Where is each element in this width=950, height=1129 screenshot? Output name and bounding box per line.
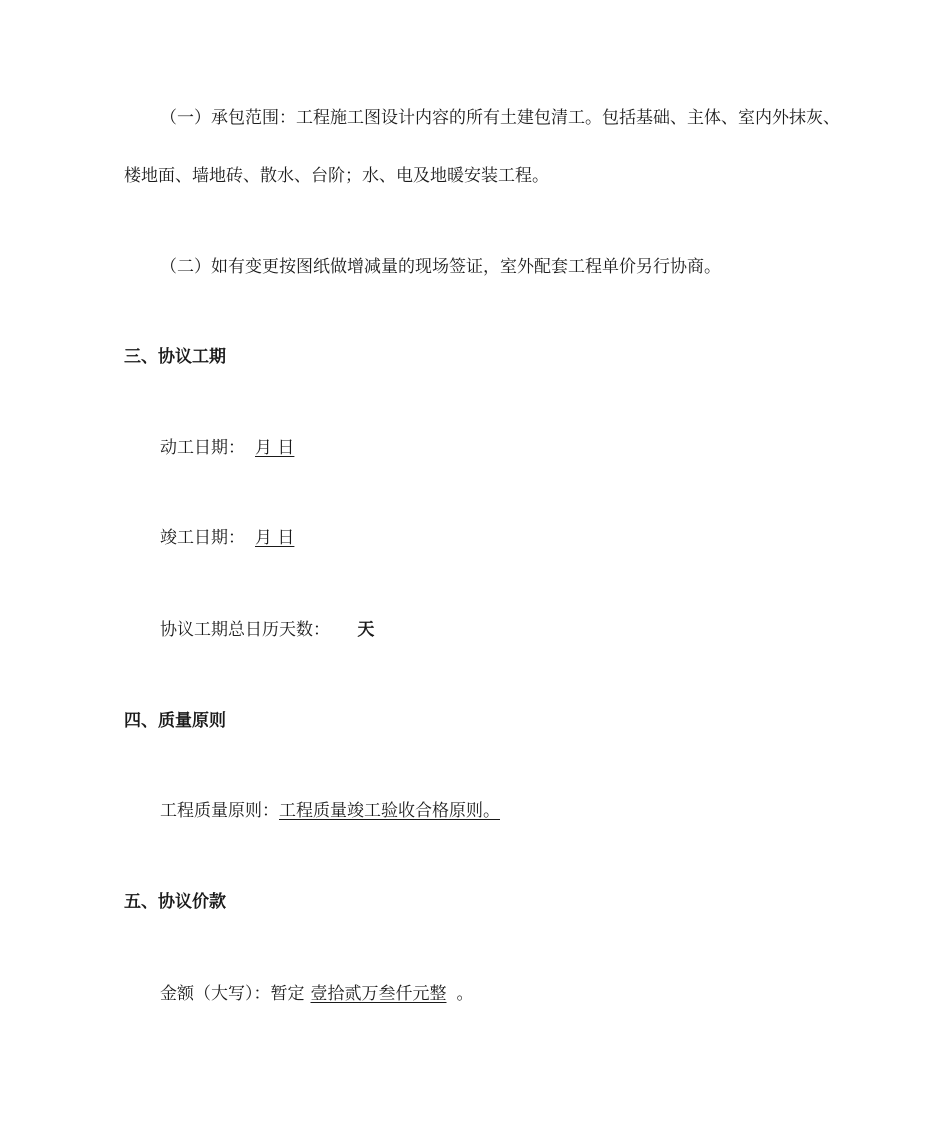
end-date-label: 竣工日期： (160, 528, 245, 548)
amount-label: 金额（大写）：暂定 (160, 984, 305, 1004)
section4-heading: 四、质量原则 (124, 711, 226, 731)
scope-item2: （二）如有变更按图纸做增减量的现场签证，室外配套工程单价另行协商。 (160, 257, 721, 277)
total-days-label: 协议工期总日历天数： (160, 620, 330, 640)
end-date-line (160, 526, 294, 550)
start-date-label: 动工日期： (160, 438, 245, 458)
total-days-unit: 天 (357, 620, 375, 640)
end-date-value: 月 日 (255, 528, 295, 548)
section3-heading: 三、协议工期 (124, 347, 226, 367)
start-date-line (160, 436, 294, 460)
amount-line (160, 982, 474, 1006)
amount-end: 。 (456, 984, 474, 1004)
amount-value: 壹拾贰万叁仟元整 (310, 984, 447, 1004)
scope-item1-line1: （一）承包范围：工程施工图设计内容的所有土建包清工。包括基础、主体、室内外抹灰、 (160, 108, 840, 128)
total-days-blank (330, 620, 352, 640)
start-date-value: 月 日 (255, 438, 295, 458)
quality-value: 工程质量竣工验收合格原则。 (279, 801, 500, 821)
total-days-line (160, 618, 374, 642)
quality-line (160, 799, 500, 823)
quality-label: 工程质量原则： (160, 801, 279, 821)
scope-item1-line2: 楼地面、墙地砖、散水、台阶；水、电及地暖安装工程。 (124, 166, 549, 186)
section5-heading: 五、协议价款 (124, 892, 226, 912)
